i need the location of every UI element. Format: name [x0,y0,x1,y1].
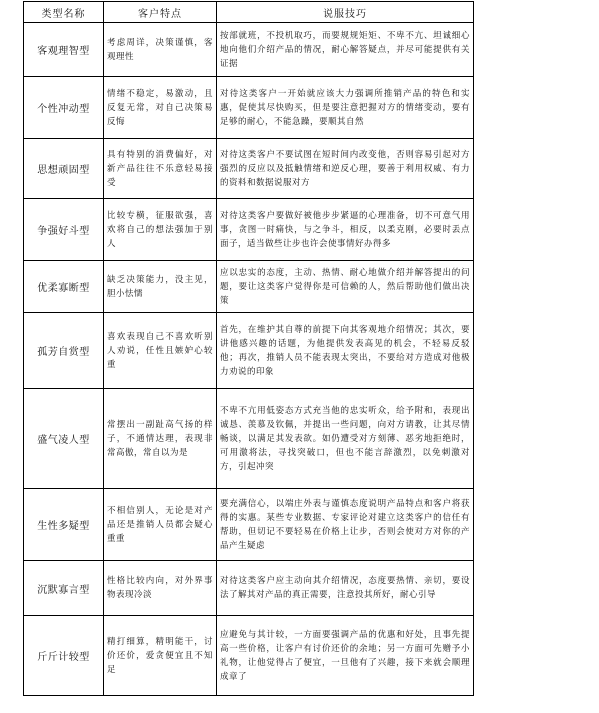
type-cell: 沉默寡言型 [24,561,104,616]
type-cell: 个性冲动型 [24,77,104,139]
table-row [24,139,474,199]
traits-cell: 考虑周详，决策谨慎，客观理性 [104,23,217,77]
traits-cell: 精打细算，精明能干，讨价还价，爱贪便宜且不知足 [104,616,217,696]
table-row [24,77,474,139]
tips-cell: 应避免与其计较，一方面要强调产品的优惠和好处，且事先提高一些价格，让客户有讨价还价的余地；另一方面可先赠予小礼物，让他觉得占了便宜，一旦他有了兴趣，接下来就会顺理成章了 [217,616,474,696]
traits-cell: 情绪不稳定，易激动，且反复无常，对自己决策易反悔 [104,77,217,139]
type-cell: 生性多疑型 [24,489,104,561]
header-tips: 说服技巧 [217,2,474,23]
header-traits: 客户特点 [104,2,217,23]
tips-cell: 不卑不亢用低姿态方式充当他的忠实听众，给予附和，表现出诚恳、羡慕及钦佩，并提出一些问题，向对方请教，让其尽情畅谈，以满足其发表欲。如仍遭受对方刻薄、恶劣地拒绝时，可用激将法，寻找突破口，但也不能言辞激烈，以免刺激对方，引起冲突 [217,389,474,489]
table-row [24,23,474,77]
tips-cell: 首先，在维护其自尊的前提下向其客观地介绍情况；其次，要讲他感兴趣的话题，为他提供发表高见的机会，不轻易反驳他；再次，推销人员不能表现太突出，不要给对方造成对他极力劝说的印象 [217,313,474,389]
traits-cell: 常摆出一副趾高气扬的样子，不通情达理，表现非常高傲，常自以为是 [104,389,217,489]
header-type-name: 类型名称 [24,2,104,23]
type-cell: 思想顽固型 [24,139,104,199]
table-row [24,199,474,261]
type-cell: 斤斤计较型 [24,616,104,696]
table-row [24,261,474,313]
table-row [24,561,474,616]
type-cell: 孤芳自赏型 [24,313,104,389]
type-cell: 争强好斗型 [24,199,104,261]
table-row [24,489,474,561]
traits-cell: 比较专横，征服欲强，喜欢将自己的想法强加于别人 [104,199,217,261]
traits-cell: 缺乏决策能力，没主见，胆小怯懦 [104,261,217,313]
type-cell: 优柔寡断型 [24,261,104,313]
type-cell: 盛气凌人型 [24,389,104,489]
traits-cell: 喜欢表现自己不喜欢听别人劝说，任性且嫉妒心较重 [104,313,217,389]
traits-cell: 具有特别的消费偏好，对新产品往往不乐意轻易接受 [104,139,217,199]
type-cell: 客观理智型 [24,23,104,77]
traits-cell: 不相信别人，无论是对产品还是推销人员都会疑心重重 [104,489,217,561]
traits-cell: 性格比较内向，对外界事物表现冷淡 [104,561,217,616]
table-row [24,313,474,389]
table-row [24,616,474,696]
tips-cell: 要充满信心，以端庄外表与谨慎态度说明产品特点和客户将获得的实惠。某些专业数据、专家评论对建立这类客户的信任有帮助，但切记不要轻易在价格上让步，否则会使对方对你的产品产生疑虑 [217,489,474,561]
table-row [24,389,474,489]
tips-cell: 应以忠实的态度，主动、热情、耐心地做介绍并解答提出的问题，要让这类客户觉得你是可信赖的人，然后帮助他们做出决策 [217,261,474,313]
tips-cell: 对待这类客户应主动向其介绍情况，态度要热情、亲切，要设法了解其对产品的真正需要，注意投其所好，耐心引导 [217,561,474,616]
tips-cell: 对待这类客户要做好被他步步紧逼的心理准备，切不可意气用事，贪图一时痛快，与之争斗，相反，以柔克刚，必要时丢点面子，适当做些让步也许会使事情好办得多 [217,199,474,261]
table-header-row [24,2,474,23]
customer-type-table [23,1,474,696]
tips-cell: 按部就班，不投机取巧，而要规规矩矩、不卑不亢、坦诚细心地向他们介绍产品的情况，耐心解答疑点，并尽可能提供有关证据 [217,23,474,77]
tips-cell: 对待这类客户一开始就应该大力强调所推销产品的特色和实惠，促使其尽快购买，但是要注意把握对方的情绪变动，要有足够的耐心，不能急躁，要顺其自然 [217,77,474,139]
tips-cell: 对待这类客户不要试图在短时间内改变他，否则容易引起对方强烈的反应以及抵触情绪和逆反心理，要善于利用权威、有力的资料和数据说服对方 [217,139,474,199]
